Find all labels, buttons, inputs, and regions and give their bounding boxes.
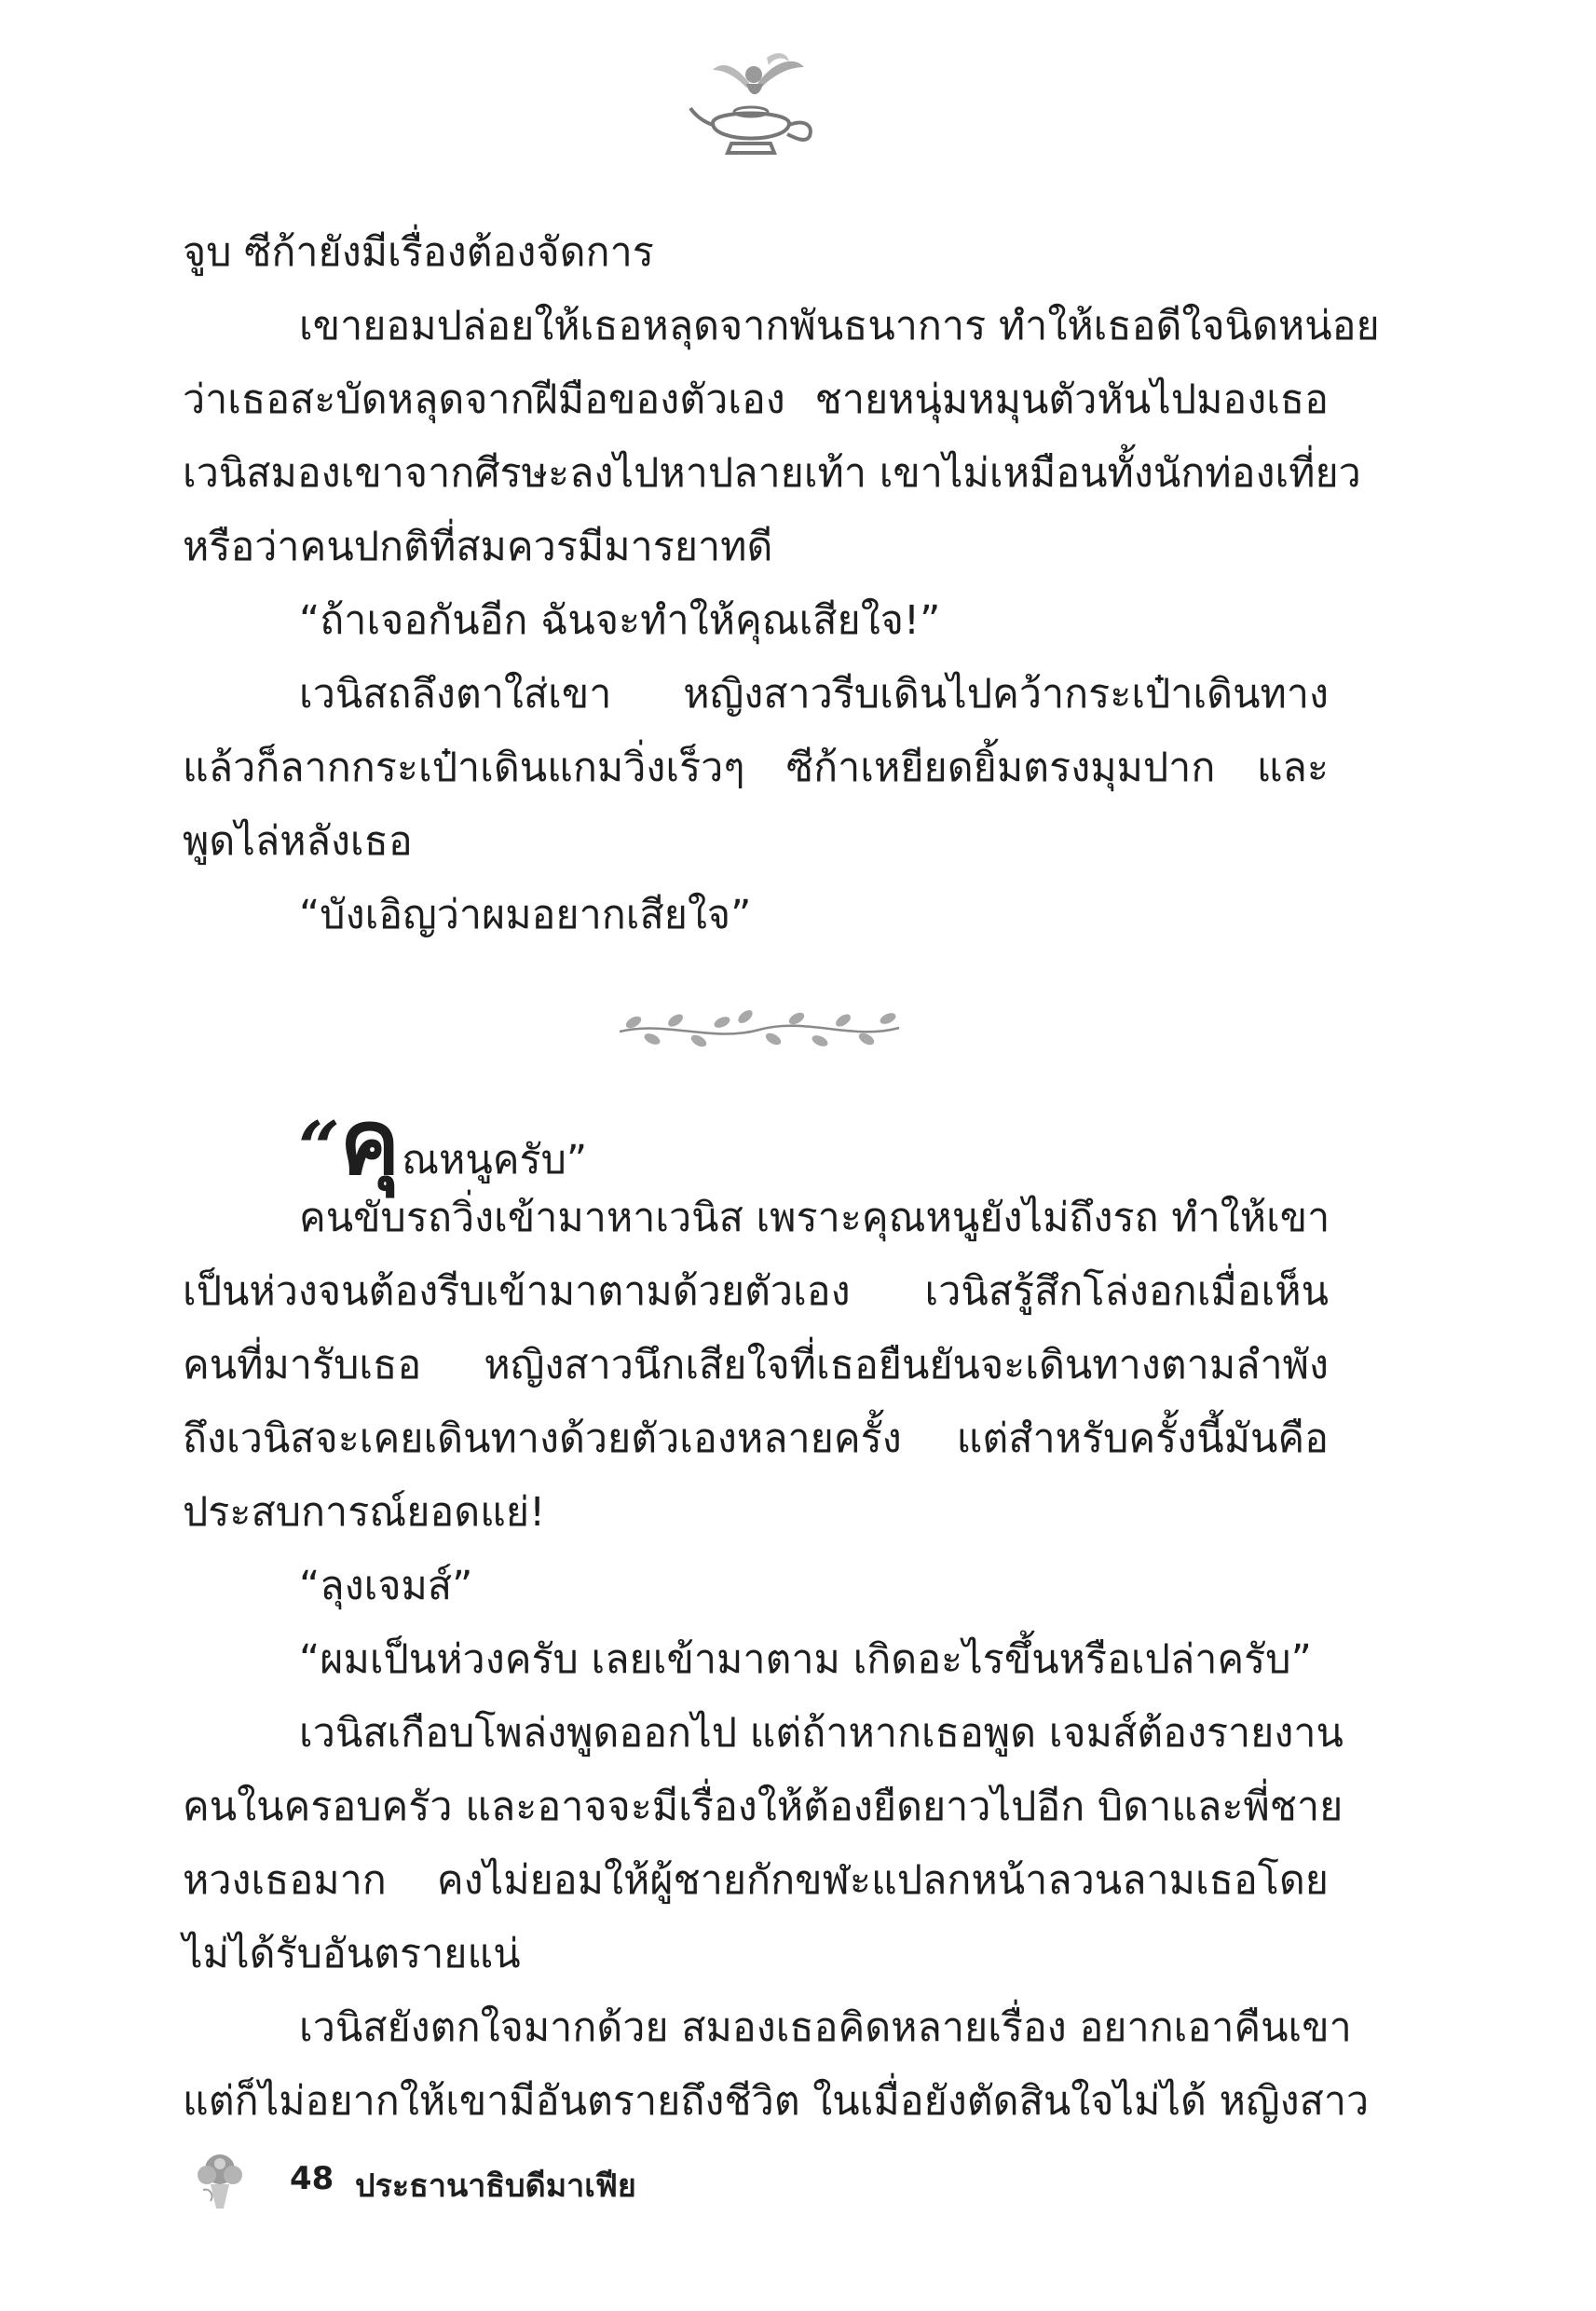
- paragraph-line: ประสบการณ์ยอดแย่!: [183, 1489, 546, 1536]
- paragraph-line: คนในครอบครัว และอาจจะมีเรื่องให้ต้องยืดยาวไปอีก บิดาและพี่ชาย: [183, 1784, 1344, 1830]
- dialogue-line: “ถ้าเจอกันอีก ฉันจะทำให้คุณเสียใจ!”: [299, 597, 941, 644]
- paragraph-line: ว่าเธอสะบัดหลุดจากฝีมือของตัวเอง ชายหนุ่มหมุนตัวหันไปมองเธอ: [183, 376, 1329, 423]
- page-number: 48: [290, 2160, 334, 2197]
- leaf-vine-divider: [610, 1002, 908, 1058]
- paragraph-line: พูดไล่หลังเธอ: [183, 818, 413, 865]
- paragraph-line: เวนิสถลึงตาใส่เขา หญิงสาวรีบเดินไปคว้ากระเป๋าเดินทาง: [299, 671, 1329, 718]
- paragraph-line: คนขับรถวิ่งเข้ามาหาเวนิส เพราะคุณหนูยังไม่ถึงรถ ทำให้เขา: [299, 1195, 1330, 1241]
- section-2-text: [183, 1182, 1370, 2139]
- flower-bouquet-icon: [183, 2143, 257, 2218]
- paragraph-line: คนที่มารับเธอ หญิงสาวนึกเสียใจที่เธอยืนยันจะเดินทางตามลำพัง: [183, 1342, 1329, 1388]
- dropcap-letter: คุ: [339, 1090, 401, 1195]
- book-title: ประธานาธิบดีมาเฟีย: [355, 2167, 636, 2205]
- paragraph-line: เวนิสมองเขาจากศีรษะลงไปหาปลายเท้า เขาไม่เหมือนทั้งนักท่องเที่ยว: [183, 450, 1361, 497]
- section-1-text: [183, 216, 1380, 952]
- paragraph-line: หวงเธอมาก คงไม่ยอมให้ผู้ชายกักขฬะแปลกหน้าลวนลามเธอโดย: [183, 1857, 1329, 1904]
- paragraph-line: แต่ก็ไม่อยากให้เขามีอันตรายถึงชีวิต ในเมื่อยังตัดสินใจไม่ได้ หญิงสาว: [183, 2078, 1370, 2125]
- dialogue-line: “ลุงเจมส์”: [299, 1563, 473, 1609]
- paragraph-line: ถึงเวนิสจะเคยเดินทางด้วยตัวเองหลายครั้ง แต่สำหรับครั้งนี้มันคือ: [183, 1415, 1329, 1462]
- dialogue-line: “ผมเป็นห่วงครับ เลยเข้ามาตาม เกิดอะไรขึ้นหรือเปล่าครับ”: [299, 1636, 1312, 1683]
- paragraph-line: จูบ ซีก้ายังมีเรื่องต้องจัดการ: [183, 229, 654, 276]
- paragraph-line: แล้วก็ลากกระเป๋าเดินแกมวิ่งเร็วๆ ซีก้าเหยียดยิ้มตรงมุมปาก และ: [183, 745, 1329, 791]
- paragraph-line: เขายอมปล่อยให้เธอหลุดจากพันธนาการ ทำให้เธอดีใจนิดหน่อย: [299, 303, 1380, 349]
- fairy-teapot-icon: [685, 47, 825, 168]
- paragraph-line: เวนิสยังตกใจมากด้วย สมองเธอคิดหลายเรื่อง อยากเอาคืนเขา: [299, 2004, 1352, 2051]
- page-footer: [183, 2143, 835, 2218]
- paragraph-line: หรือว่าคนปกติที่สมควรมีมารยาทดี: [183, 524, 773, 570]
- paragraph-line: เป็นห่วงจนต้องรีบเข้ามาตามด้วยตัวเอง เวนิสรู้สึกโล่งอกเมื่อเห็น: [183, 1268, 1329, 1315]
- dropcap-quote: “: [298, 1106, 340, 1191]
- dialogue-line: “บังเอิญว่าผมอยากเสียใจ”: [299, 892, 752, 938]
- paragraph-line: ไม่ได้รับอันตรายแน่: [183, 1931, 521, 1977]
- dropcap-rest: ณหนูครับ”: [402, 1137, 588, 1183]
- chapter-opening-line: [298, 1072, 588, 1195]
- paragraph-line: เวนิสเกือบโพล่งพูดออกไป แต่ถ้าหากเธอพูด เจมส์ต้องรายงาน: [299, 1710, 1344, 1757]
